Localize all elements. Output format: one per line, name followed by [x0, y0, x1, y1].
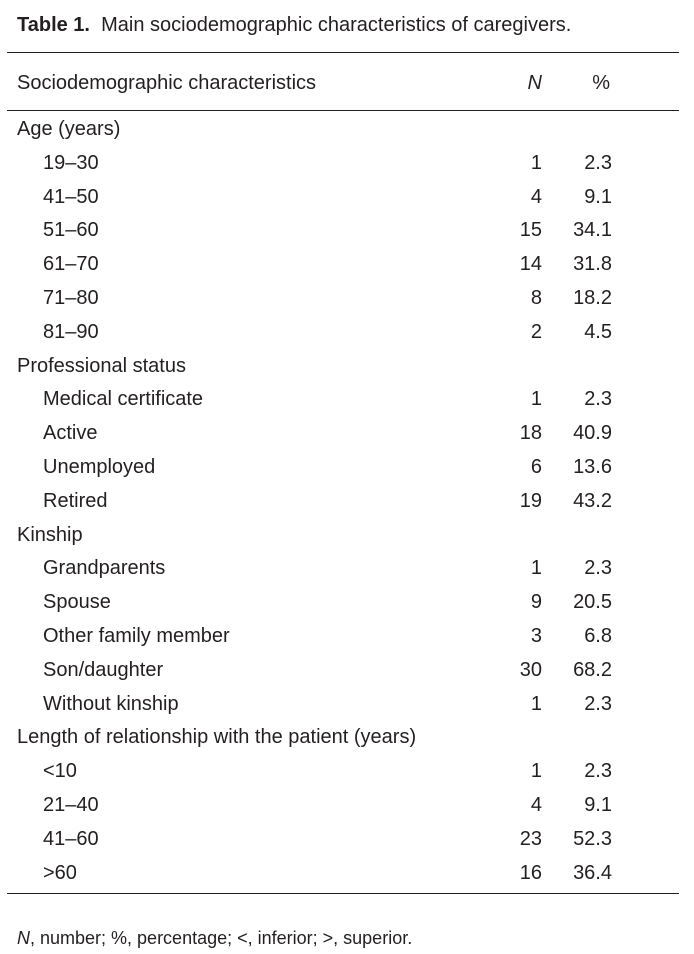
cell-n: 6 — [530, 455, 542, 478]
table-caption: Main sociodemographic characteristics of caregivers. — [101, 14, 572, 36]
footnote-n: N — [17, 928, 30, 948]
row-label: Age (years) — [17, 118, 121, 140]
cell-n: 1 — [530, 760, 542, 783]
cell-pct: 2.3 — [584, 388, 612, 411]
cell-n: 23 — [519, 827, 542, 850]
table-row — [0, 755, 694, 789]
table-row — [0, 451, 694, 485]
table-row — [0, 485, 694, 519]
row-label: 51–60 — [43, 219, 99, 242]
cell-n: 1 — [530, 692, 542, 715]
cell-n: 2 — [530, 320, 542, 343]
cell-n: 8 — [530, 286, 542, 309]
cell-n: 1 — [530, 557, 542, 580]
group-row — [0, 519, 694, 553]
table-row — [0, 857, 694, 891]
cell-pct: 31.8 — [573, 253, 612, 276]
cell-n: 15 — [519, 219, 542, 242]
cell-n: 16 — [519, 861, 542, 884]
table-row — [0, 654, 694, 688]
cell-pct: 2.3 — [584, 692, 612, 715]
group-row — [0, 350, 694, 384]
cell-pct: 13.6 — [573, 455, 612, 478]
table-row — [0, 586, 694, 620]
row-label: Professional status — [17, 354, 186, 377]
row-label: 19–30 — [43, 151, 99, 174]
group-row — [0, 721, 694, 755]
bottom-rule — [7, 893, 679, 894]
cell-pct: 52.3 — [573, 827, 612, 850]
header-rule — [7, 110, 679, 111]
table-row — [0, 282, 694, 316]
row-label: Grandparents — [43, 557, 166, 580]
row-label: Length of relationship with the patient (years) — [17, 726, 417, 749]
table-body — [0, 113, 694, 890]
cell-pct: 9.1 — [584, 185, 612, 208]
row-label: Medical certificate — [43, 388, 204, 411]
cell-n: 3 — [530, 624, 542, 647]
cell-n: 4 — [530, 185, 542, 208]
row-label: Son/daughter — [43, 658, 164, 681]
cell-pct: 2.3 — [584, 151, 612, 174]
header-pct: % — [592, 72, 610, 94]
table-row — [0, 383, 694, 417]
cell-n: 1 — [530, 388, 542, 411]
row-label: 71–80 — [43, 286, 99, 309]
row-label: 41–50 — [43, 185, 99, 208]
table-row — [0, 248, 694, 282]
row-label: 41–60 — [43, 827, 99, 850]
table-row — [0, 181, 694, 215]
cell-pct: 2.3 — [584, 557, 612, 580]
cell-pct: 40.9 — [573, 422, 612, 445]
cell-n: 9 — [530, 591, 542, 614]
row-label: Other family member — [43, 624, 230, 647]
row-label: 61–70 — [43, 253, 99, 276]
footnote — [17, 928, 412, 949]
row-label: 21–40 — [43, 793, 99, 816]
cell-pct: 34.1 — [573, 219, 612, 242]
cell-pct: 2.3 — [584, 760, 612, 783]
table-row — [0, 417, 694, 451]
row-label: 81–90 — [43, 320, 99, 343]
cell-pct: 18.2 — [573, 286, 612, 309]
row-label: Without kinship — [43, 692, 179, 715]
table-row — [0, 823, 694, 857]
header-characteristic: Sociodemographic characteristics — [17, 72, 317, 94]
table-row — [0, 316, 694, 350]
cell-n: 14 — [519, 253, 542, 276]
cell-n: 4 — [530, 793, 542, 816]
group-row — [0, 113, 694, 147]
cell-n: 19 — [519, 489, 542, 512]
row-label: >60 — [43, 861, 77, 884]
cell-pct: 36.4 — [573, 861, 612, 884]
cell-pct: 68.2 — [573, 658, 612, 681]
row-label: Kinship — [17, 523, 83, 546]
table-row — [0, 214, 694, 248]
cell-n: 30 — [519, 658, 542, 681]
header-n: N — [527, 72, 542, 94]
row-label: Retired — [43, 489, 108, 512]
table-row — [0, 552, 694, 586]
footnote-text: , number; %, percentage; <, inferior; >, superior. — [30, 928, 413, 948]
table-row — [0, 789, 694, 823]
cell-n: 1 — [530, 151, 542, 174]
cell-pct: 4.5 — [584, 320, 612, 343]
row-label: <10 — [43, 760, 77, 783]
table-label: Table 1. — [17, 14, 90, 36]
cell-n: 18 — [519, 422, 542, 445]
cell-pct: 6.8 — [584, 624, 612, 647]
table-row — [0, 147, 694, 181]
cell-pct: 20.5 — [573, 591, 612, 614]
cell-pct: 43.2 — [573, 489, 612, 512]
row-label: Active — [43, 422, 98, 445]
row-label: Spouse — [43, 591, 111, 614]
table-row — [0, 688, 694, 722]
table-title — [17, 14, 571, 37]
row-label: Unemployed — [43, 455, 156, 478]
cell-pct: 9.1 — [584, 793, 612, 816]
top-rule — [7, 52, 679, 53]
table-row — [0, 620, 694, 654]
